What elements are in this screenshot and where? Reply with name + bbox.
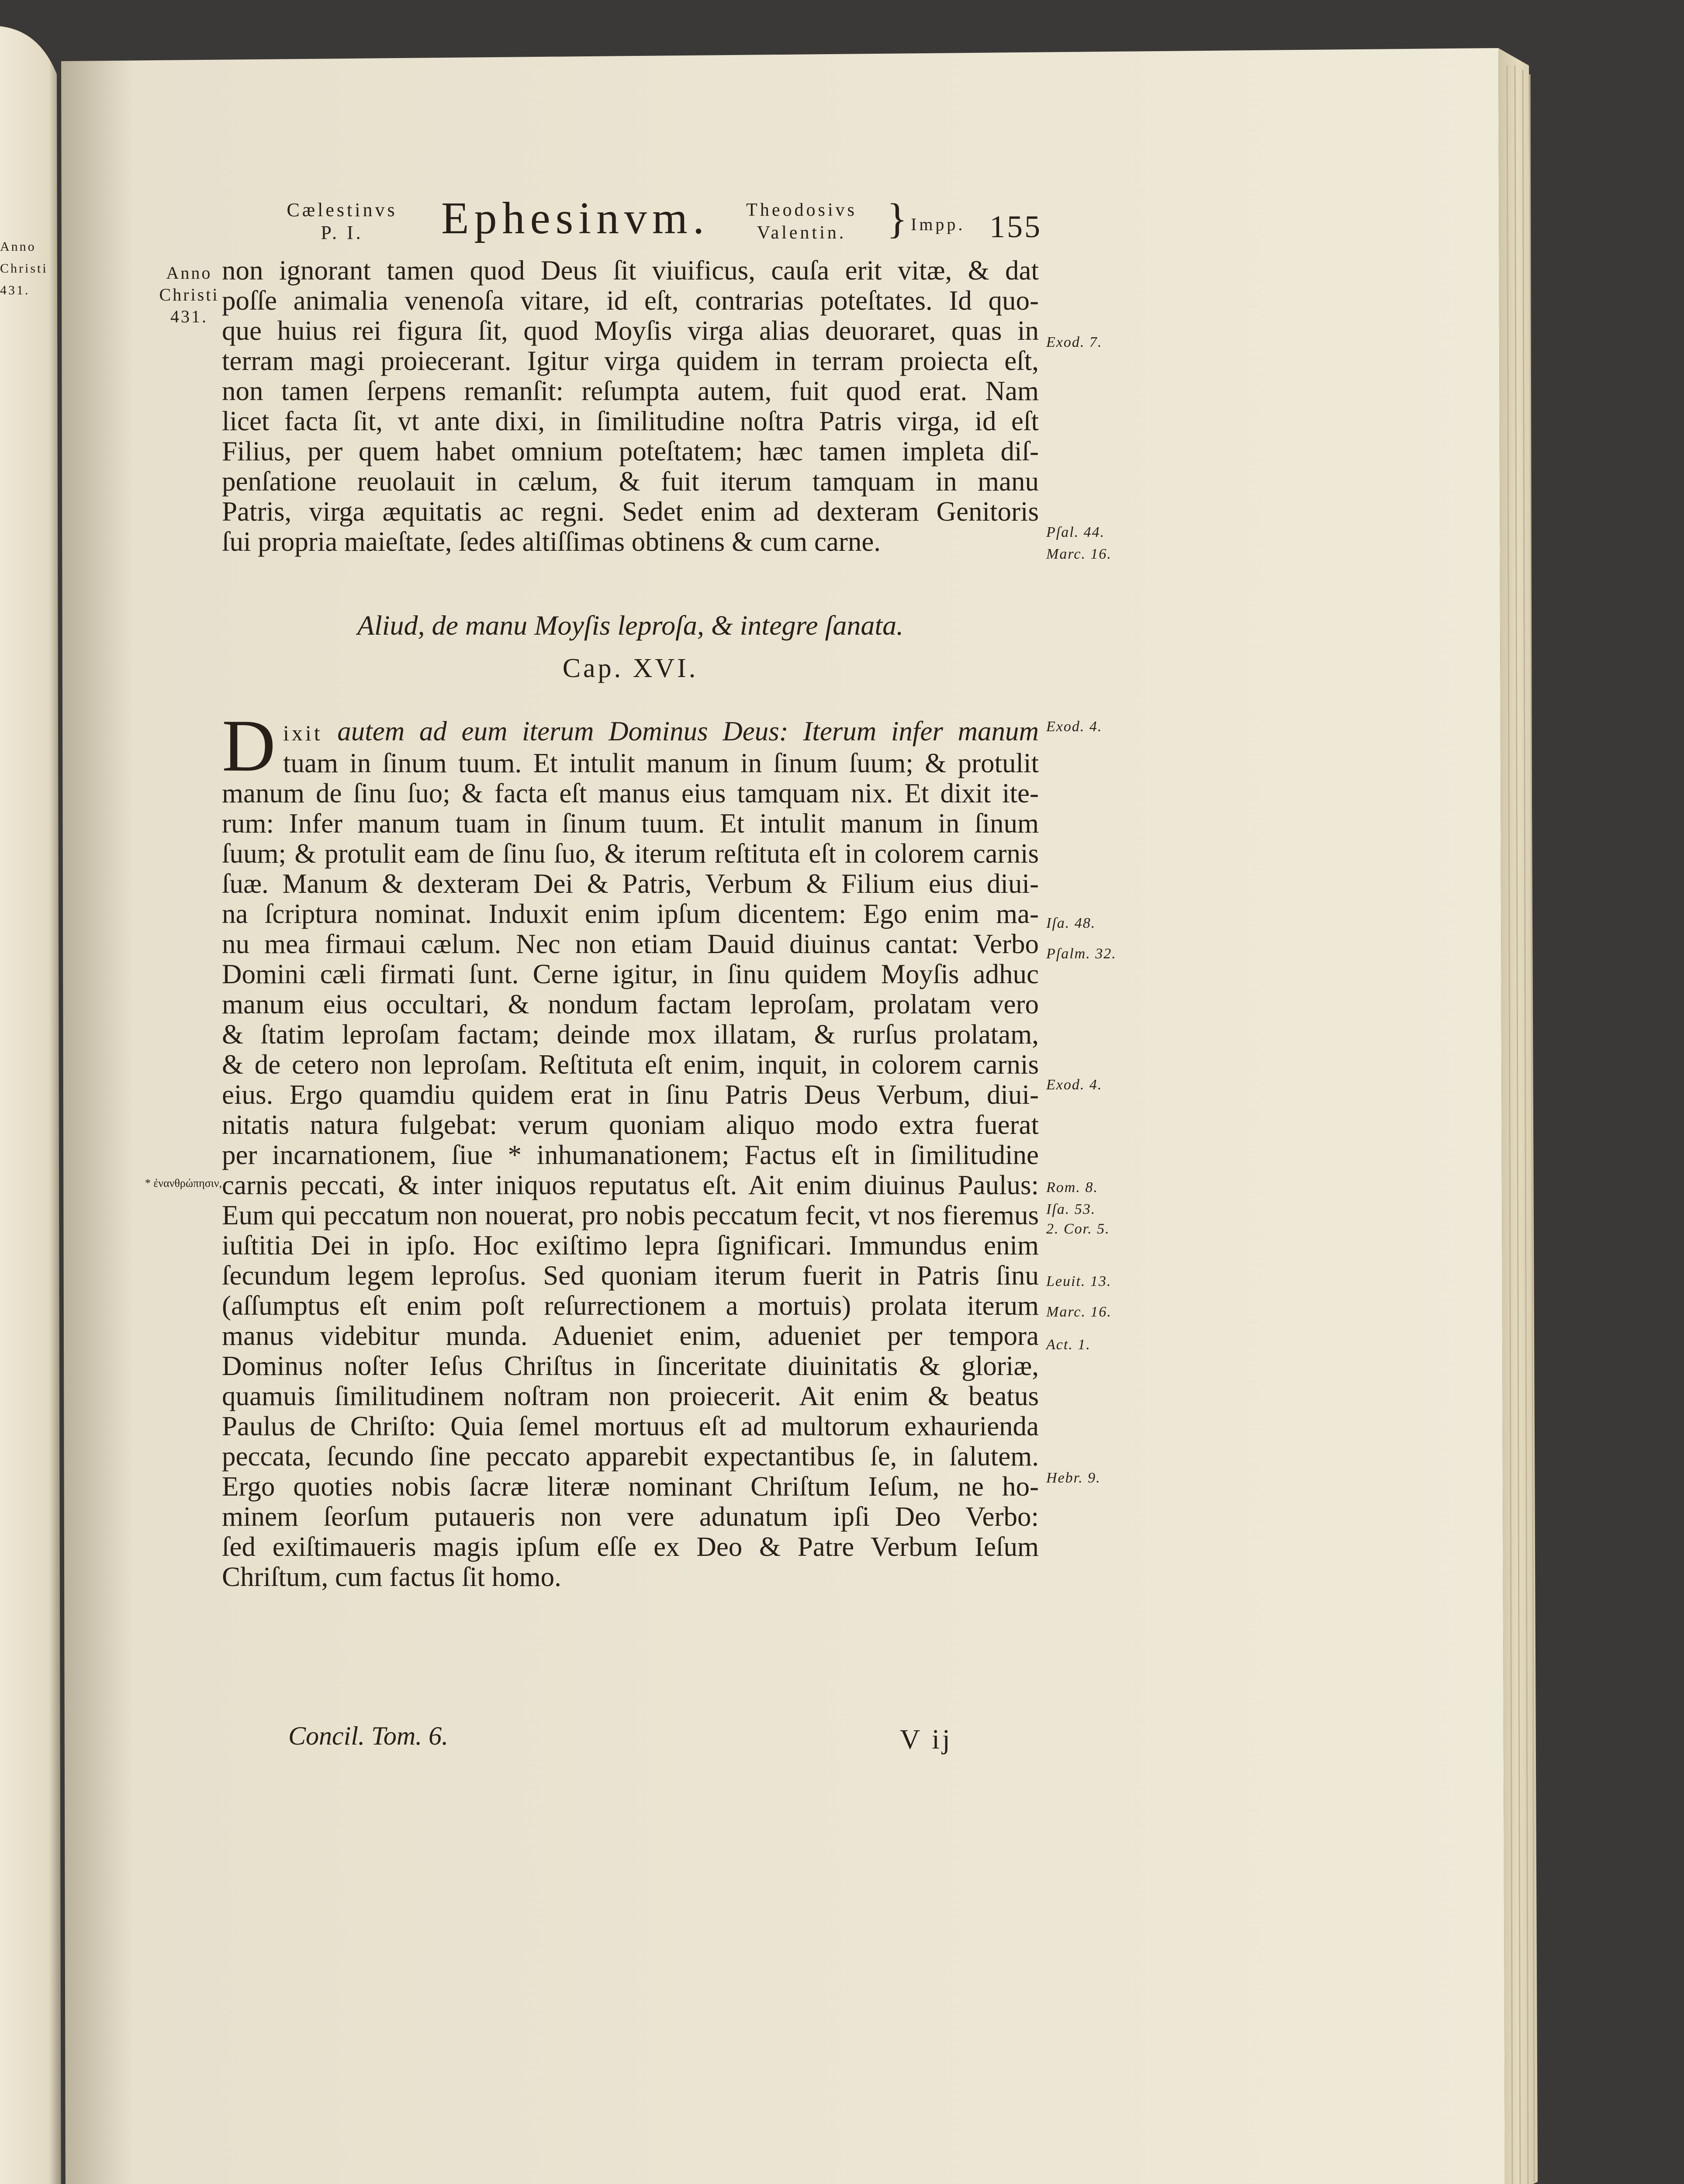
left-year-label: Anno <box>0 239 36 254</box>
text-line: non tamen ſerpens remanſit: reſumpta autem, fuit quod erat. Nam <box>222 376 1039 406</box>
text-line: Patris, virga æquitatis ac regni. Sedet enim ad dexteram Genitoris <box>222 496 1039 527</box>
text-line: tuam in ſinum tuum. Et intulit manum in ſinum ſuum; & protulit <box>283 748 1039 778</box>
header-right-name-text: Theodosivs <box>746 200 857 220</box>
text-line: que huius rei figura ſit, quod Moyſis virga alias deuoraret, quas in <box>222 315 1039 346</box>
header-right-sub: Valentin. <box>757 223 847 243</box>
header-left-sub: P. I. <box>321 222 363 243</box>
text-line: Filius, per quem habet omnium poteſtatem; hæc tamen impleta diſ- <box>222 436 1039 467</box>
header-left-name <box>266 199 418 244</box>
text-line: Dominus noſter Ieſus Chriſtus in ſinceritate diuinitatis & gloriæ, <box>222 1351 1039 1381</box>
left-page <box>0 26 61 2184</box>
text-line: Eum qui peccatum non nouerat, pro nobis peccatum fecit, vt nos fieremus <box>222 1200 1039 1230</box>
left-year-value: 431. <box>0 283 30 297</box>
year-label: Anno <box>166 263 212 283</box>
text-line: non ignorant tamen quod Deus ſit viuificus, cauſa erit vitæ, & dat <box>222 255 1039 286</box>
margin-ref: Exod. 4. <box>1046 1077 1103 1093</box>
signature-mark: V ij <box>900 1724 953 1755</box>
text-line: manus videbitur munda. Adueniet enim, adueniet per tempora <box>222 1320 1039 1351</box>
text-line: eius. Ergo quamdiu quidem erat in ſinu Patris Deus Verbum, diui- <box>222 1079 1039 1110</box>
margin-year-note <box>152 262 226 328</box>
header-impp: Impp. <box>911 214 965 234</box>
text-line: minem ſeorſum putaueris non vere adunatum ipſi Deo Verbo: <box>222 1501 1039 1532</box>
text-line: carnis peccati, & inter iniquos reputatus eſt. Ait enim diuinus Paulus: <box>222 1170 1039 1200</box>
text-line: ſecundum legem leproſus. Sed quoniam iterum fuerit in Patris ſinu <box>222 1260 1039 1291</box>
text-line: terram magi proiecerant. Igitur virga quidem in terram proiecta eſt, <box>222 346 1039 376</box>
greek-margin-note: * ἐνανθρώπησιν, <box>145 1177 222 1189</box>
text-line: na ſcriptura nominat. Induxit enim ipſum dicentem: Ego enim ma- <box>222 898 1039 929</box>
text-line: rum: Infer manum tuam in ſinum tuum. Et intulit manum in ſinum <box>222 808 1039 839</box>
year-sub: Christi <box>159 285 219 304</box>
text-line: penſatione reuolauit in cælum, & fuit iterum tamquam in manu <box>222 466 1039 497</box>
page-number: 155 <box>989 209 1042 244</box>
margin-ref: Pſalm. 32. <box>1046 946 1117 962</box>
section-title: Aliud, de manu Moyſis leproſa, & integre ſanata. <box>357 610 904 641</box>
text-line: (aſſumptus eſt enim poſt reſurrectionem a mortuis) prolata iterum <box>222 1290 1039 1321</box>
text-line: per incarnationem, ſiue * inhumanationem; Factus eſt in ſimilitudine <box>222 1140 1039 1170</box>
text-line: licet facta ſit, vt ante dixi, in ſimilitudine noſtra Patris virga, id eſt <box>222 406 1039 436</box>
first-line-rest: autem ad eum iterum Dominus Deus: Iterum infer manum <box>322 716 1039 746</box>
margin-ref: Rom. 8. <box>1046 1179 1098 1196</box>
running-title: Ephesinvm. <box>441 193 709 243</box>
header-right-name <box>716 199 887 244</box>
margin-ref: 2. Cor. 5. <box>1046 1221 1110 1237</box>
text-line: Domini cæli firmati ſunt. Cerne igitur, in ſinu quidem Moyſis adhuc <box>222 959 1039 989</box>
small-caps-opening: ixit <box>283 721 323 745</box>
text-line: ſed exiſtimaueris magis ipſum eſſe ex Deo & Patre Verbum Ieſum <box>222 1531 1039 1562</box>
year-value: 431. <box>170 307 208 326</box>
chapter-number: Cap. XVI. <box>562 653 698 683</box>
text-line: Chriſtum, cum factus ſit homo. <box>222 1562 561 1592</box>
text-line: nitatis natura fulgebat: verum quoniam aliquo modo extra fuerat <box>222 1109 1039 1140</box>
left-page-year-note <box>0 236 48 301</box>
margin-ref: Exod. 4. <box>1046 719 1103 735</box>
text-line: & de cetero non leproſam. Reſtituta eſt enim, inquit, in colorem carnis <box>222 1049 1039 1080</box>
header-left-name-text: Cælestinvs <box>287 199 398 221</box>
footer-signature: Concil. Tom. 6. <box>288 1721 449 1750</box>
margin-ref: Marc. 16. <box>1046 1304 1112 1320</box>
text-line: ſuum; & protulit eam de ſinu ſuo, & iterum reſtituta eſt in colorem carnis <box>222 838 1039 869</box>
left-year-sub: Christi <box>0 261 48 276</box>
text-line: Paulus de Chriſto: Quia ſemel mortuus eſt ad multorum exhaurienda <box>222 1411 1039 1441</box>
margin-ref: Exod. 7. <box>1046 334 1103 350</box>
text-line-first <box>222 716 1039 748</box>
text-line: manum de ſinu ſuo; & facta eſt manus eius tamquam nix. Et dixit ite- <box>222 778 1039 809</box>
text-block-b <box>222 705 1039 1592</box>
text-line: ſuæ. Manum & dexteram Dei & Patris, Verbum & Filium eius diui- <box>222 868 1039 899</box>
margin-ref: Marc. 16. <box>1046 546 1112 562</box>
text-line: Ergo quoties nobis ſacræ literæ nominant Chriſtum Ieſum, ne ho- <box>222 1471 1039 1502</box>
text-line: poſſe animalia venenoſa vitare, id eſt, contrarias poteſtates. Id quo- <box>222 285 1039 316</box>
drop-cap: D <box>222 705 276 787</box>
text-block-a <box>222 256 1039 557</box>
margin-ref: Iſa. 53. <box>1046 1201 1096 1217</box>
margin-ref: Leuit. 13. <box>1046 1273 1112 1289</box>
text-line: & ſtatim leproſam factam; deinde mox illatam, & rurſus prolatam, <box>222 1019 1039 1050</box>
text-line: ſui propria maieſtate, ſedes altiſſimas obtinens & cum carne. <box>222 526 881 557</box>
header-brace: } <box>887 195 908 242</box>
margin-ref: Hebr. 9. <box>1046 1470 1101 1486</box>
text-line: nu mea firmaui cælum. Nec non etiam Dauid diuinus cantat: Verbo <box>222 929 1039 959</box>
margin-ref: Act. 1. <box>1046 1337 1091 1353</box>
text-line: quamuis ſimilitudinem noſtram non proiecerit. Ait enim & beatus <box>222 1381 1039 1411</box>
margin-ref: Iſa. 48. <box>1046 915 1096 931</box>
text-line: manum eius occultari, & nondum factam leproſam, prolatam vero <box>222 989 1039 1019</box>
text-line: peccata, ſecundo ſine peccato apparebit expectantibus ſe, in ſalutem. <box>222 1441 1039 1472</box>
margin-ref: Pſal. 44. <box>1046 524 1105 540</box>
text-line: iuſtitia Dei in ipſo. Hoc exiſtimo lepra ſignificari. Immundus enim <box>222 1230 1039 1261</box>
